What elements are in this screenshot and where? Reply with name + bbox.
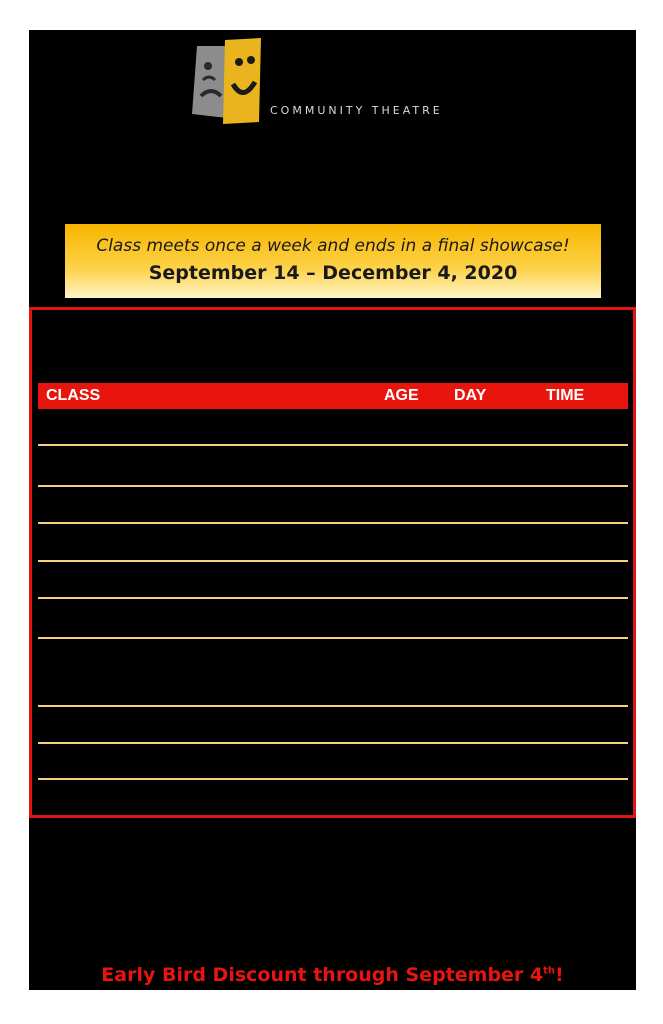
column-age: AGE bbox=[384, 387, 419, 404]
early-bird-discount bbox=[29, 964, 636, 986]
discount-text: Early Bird Discount through September 4 bbox=[101, 964, 544, 986]
schedule-table bbox=[29, 307, 636, 818]
row-divider bbox=[38, 444, 628, 446]
flyer bbox=[29, 30, 636, 990]
banner-dates: September 14 – December 4, 2020 bbox=[148, 262, 518, 284]
column-day: DAY bbox=[454, 387, 487, 404]
column-time: TIME bbox=[546, 387, 585, 404]
row-divider bbox=[38, 705, 628, 707]
row-divider bbox=[38, 560, 628, 562]
row-divider bbox=[38, 742, 628, 744]
banner-tagline: Class meets once a week and ends in a final showcase! bbox=[96, 236, 570, 256]
theatre-masks-logo-icon bbox=[189, 36, 269, 126]
org-name: COMMUNITY THEATRE bbox=[270, 104, 443, 117]
schedule-header-row bbox=[38, 383, 628, 409]
row-divider bbox=[38, 522, 628, 524]
column-class: CLASS bbox=[46, 387, 101, 404]
row-divider bbox=[38, 485, 628, 487]
row-divider bbox=[38, 637, 628, 639]
discount-suffix: th bbox=[543, 965, 556, 977]
logo bbox=[189, 36, 479, 126]
row-divider bbox=[38, 597, 628, 599]
dates-banner bbox=[65, 224, 601, 298]
discount-end: ! bbox=[555, 964, 564, 986]
row-divider bbox=[38, 778, 628, 780]
